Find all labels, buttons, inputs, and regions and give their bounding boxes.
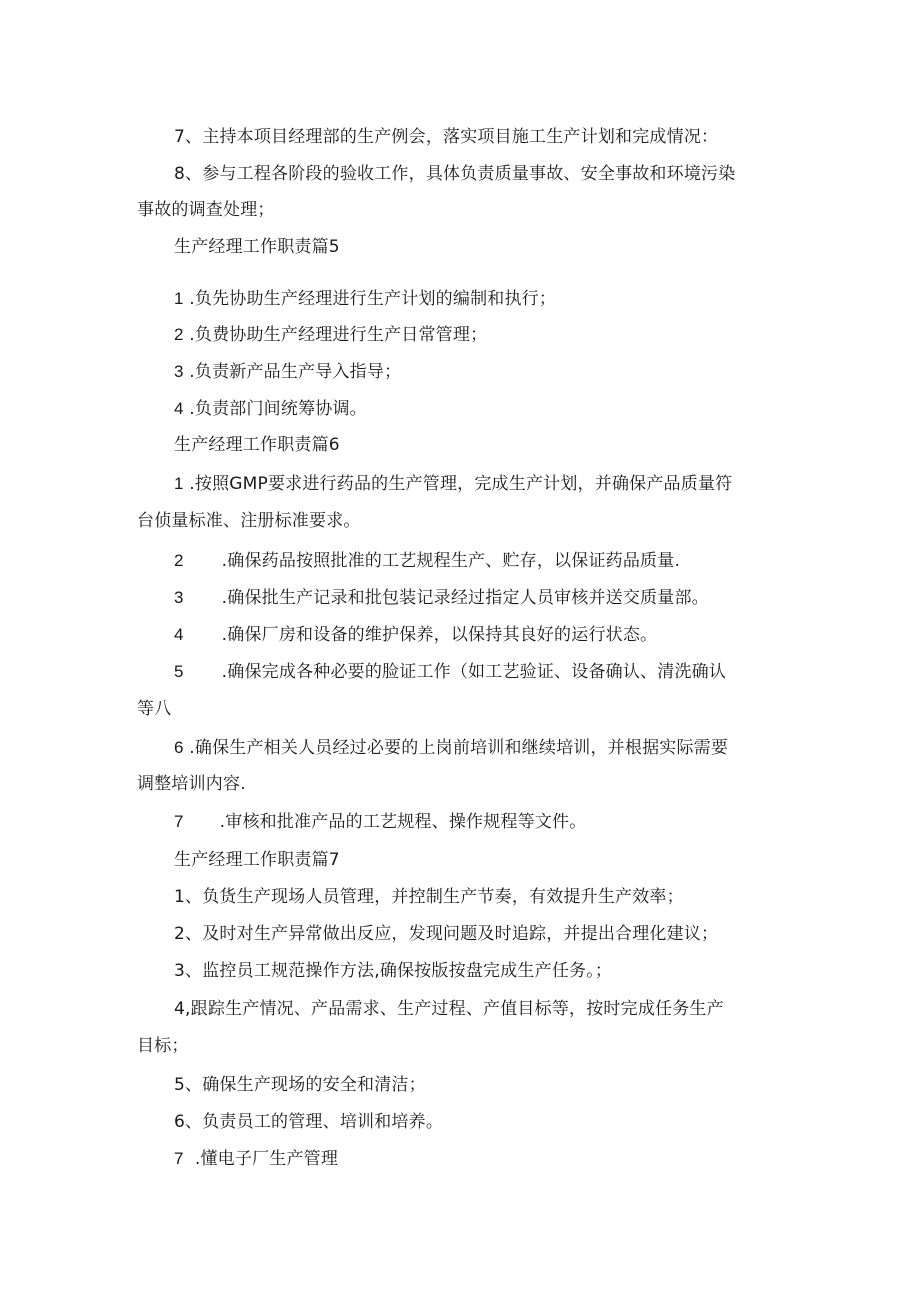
item-number: 2 [174,551,184,570]
paragraph-item-7: 7、主持本项目经理部的生产例会，落实项目施工生产计划和完成情况： [174,127,719,147]
section-6-item-4 [174,623,657,647]
item-number: 5 [174,662,184,681]
item-text: .确保生产相关人员经过必要的上岗前培训和继续培训，并根据实际需要 [189,738,729,758]
section-6-item-1-continued: 台侦量标准、注册标准要求。 [137,511,361,531]
section-7-item-6: 6、负责员工的管理、培训和培养。 [174,1112,444,1132]
section-7-item-4-continued: 目标； [137,1036,189,1056]
item-text: .确保完成各种必要的脸证工作（如工艺验证、设备确认、清洗确认 [221,662,727,682]
item-text: .确保厂房和设备的维护保养，以保持其良好的运行状态。 [221,625,658,645]
section-7-item-5: 5、确保生产现场的安全和清洁； [174,1075,426,1095]
section-6-item-5 [174,660,726,684]
section-6-item-6 [174,736,728,760]
section-7-item-3: 3、监控员工规范操作方法,确保按版按盘完成生产任务。； [174,961,613,981]
item-text: .按照GMP要求进行药品的生产管理，完成生产计划，并确保产品质量符 [189,474,733,494]
section-5-heading: 生产经理工作职责篇5 [174,237,340,257]
item-number: 4 [174,399,184,418]
item-number: 7 [174,812,184,831]
item-number: 1 [174,474,184,493]
item-number: 4 [174,625,184,644]
section-7-heading: 生产经理工作职责篇7 [174,850,340,870]
item-text: .审核和批准产品的工艺规程、操作规程等文件。 [219,812,587,832]
paragraph-item-8: 8、参与工程各阶段的验收工作，具体负责质量事故、安全事故和环境污染 [174,164,736,184]
section-5-item-3 [174,360,401,384]
section-6-heading: 生产经理工作职责篇6 [174,435,340,455]
item-number: 6 [174,738,184,757]
item-number: 7 [174,1149,184,1168]
item-text: .负费协助生产经理进行生产日常管理； [189,325,488,345]
item-number: 3 [174,362,184,381]
section-6-item-7 [174,810,586,834]
section-6-item-1 [174,472,732,496]
item-text: .懂电子厂生产管理 [194,1149,339,1169]
section-5-item-2 [174,323,487,347]
section-6-item-2 [174,549,680,573]
section-6-item-3 [174,586,709,610]
section-5-item-4 [174,397,367,421]
section-5-item-1 [174,287,556,311]
item-text: .负责部门间统筹协调。 [189,399,367,419]
section-7-item-2: 2、及时对生产异常做出反应，发现问题及时追踪，并提出合理化建议； [174,924,719,944]
item-number: 3 [174,588,184,607]
section-7-item-4: 4,跟踪生产情况、产品需求、生产过程、产值目标等，按时完成任务生产 [174,999,724,1019]
item-text: .确保药品按照批准的工艺规程生产、贮存，以保证药品质量. [221,551,681,571]
section-6-item-6-continued: 调整培训内容. [137,774,246,794]
paragraph-item-8-continued: 事故的调查处理； [137,200,275,220]
section-7-item-1: 1、负货生产现场人员管理，并控制生产节奏，有效提升生产效率； [174,887,684,907]
item-text: .负先协助生产经理进行生产计划的编制和执行； [189,289,557,309]
item-number: 2 [174,325,184,344]
section-6-item-5-continued: 等八 [137,699,172,719]
item-number: 1 [174,289,184,308]
item-text: .确保批生产记录和批包装记录经过指定人员审核并送交质量部。 [221,588,709,608]
section-7-item-7 [174,1147,338,1171]
item-text: .负责新产品生产导入指导； [189,362,402,382]
